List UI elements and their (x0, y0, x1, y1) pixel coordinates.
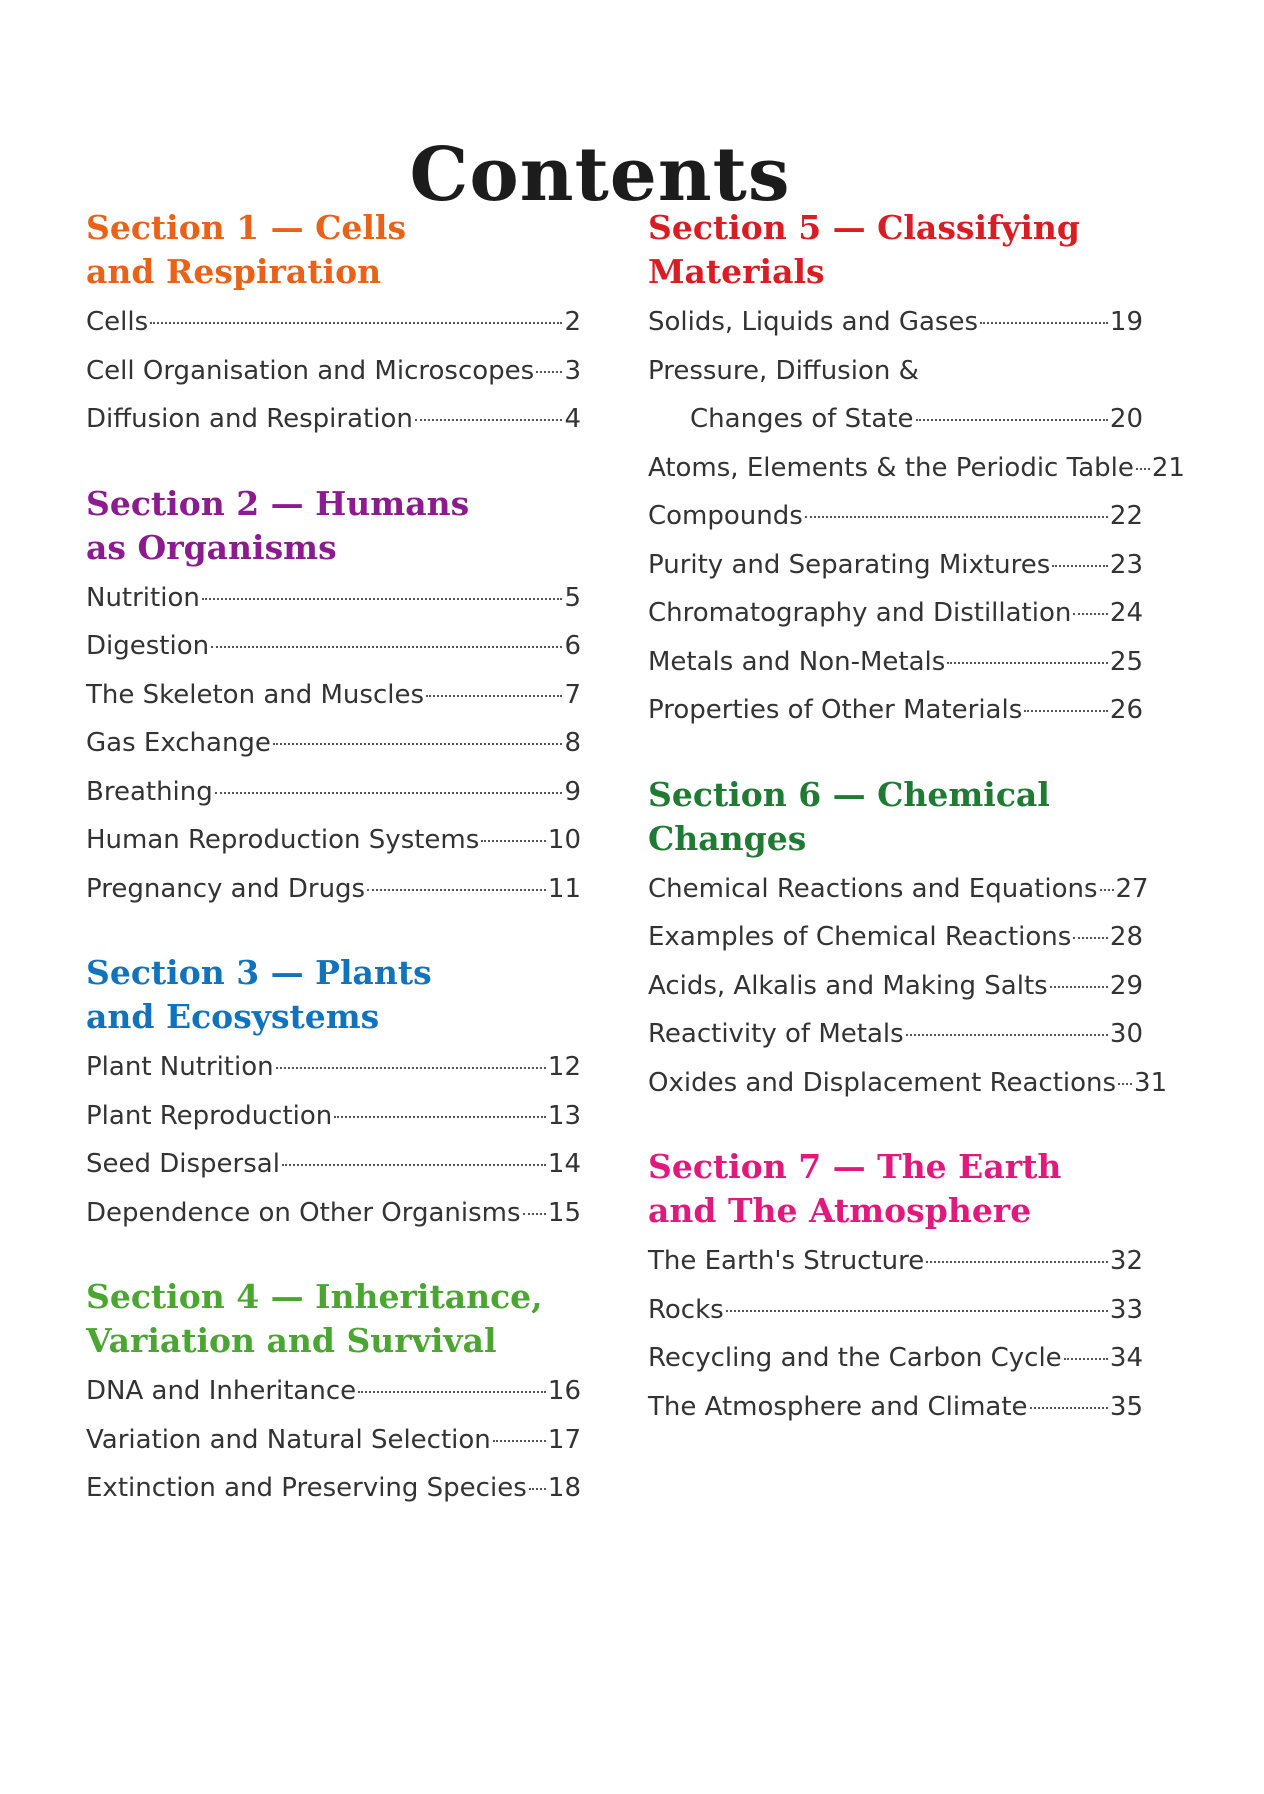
dot-leader (215, 792, 563, 794)
toc-entry[interactable] (86, 768, 581, 817)
toc-page-number: 5 (564, 582, 581, 613)
section-heading (648, 773, 1143, 861)
dot-leader (1118, 1083, 1132, 1085)
toc-entry[interactable] (86, 1464, 581, 1513)
toc-page-number: 34 (1109, 1343, 1143, 1373)
toc-entry-title: Human Reproduction Systems (86, 825, 480, 855)
dot-leader (1052, 565, 1108, 567)
dot-leader (1024, 710, 1108, 712)
section-heading-line: Section 5 — Classifying (648, 208, 1080, 247)
section-heading (648, 1145, 1143, 1233)
toc-entry-title: DNA and Inheritance (86, 1376, 357, 1406)
toc-entry-title: Recycling and the Carbon Cycle (648, 1343, 1062, 1373)
toc-entry-title: Metals and Non-Metals (648, 646, 946, 677)
dot-leader (334, 1116, 546, 1118)
toc-page-number: 19 (1109, 307, 1143, 337)
section-heading (86, 951, 581, 1039)
section-5 (648, 206, 1185, 735)
toc-entry[interactable] (648, 347, 1143, 396)
toc-entry-title: Oxides and Displacement Reactions (648, 1067, 1117, 1098)
section-heading-line: and Respiration (86, 252, 382, 291)
toc-page-number: 17 (547, 1424, 581, 1455)
toc-entry[interactable] (86, 1416, 581, 1465)
dot-leader (493, 1440, 546, 1442)
toc-entry[interactable] (86, 1189, 581, 1238)
toc-page-number: 9 (564, 776, 581, 807)
toc-entry-title: Variation and Natural Selection (86, 1424, 491, 1455)
section-heading-line: Variation and Survival (86, 1321, 497, 1360)
toc-page-number: 8 (564, 728, 581, 758)
section-1 (86, 206, 581, 444)
toc-page-number: 30 (1109, 1019, 1143, 1049)
dot-leader (481, 840, 546, 842)
dot-leader (947, 662, 1108, 664)
toc-entry-title: Compounds (648, 501, 803, 531)
section-heading-line: Changes (648, 818, 807, 858)
toc-page-number: 23 (1109, 549, 1143, 580)
toc-page-number: 28 (1109, 922, 1143, 952)
section-heading-line: and The Atmosphere (648, 1191, 1032, 1230)
section-heading (648, 206, 1143, 294)
toc-entry[interactable] (86, 816, 581, 865)
toc-entry[interactable] (648, 1237, 1143, 1286)
toc-entry[interactable] (648, 962, 1143, 1011)
toc-entry-title: The Atmosphere and Climate (648, 1391, 1028, 1422)
toc-entry-title: Chromatography and Distillation (648, 598, 1072, 628)
dot-leader (282, 1164, 546, 1166)
toc-entry[interactable] (86, 1140, 581, 1189)
toc-entry[interactable] (86, 574, 581, 623)
toc-entry-title: Extinction and Preserving Species (86, 1473, 527, 1503)
dot-leader (358, 1391, 546, 1393)
toc-page-number: 7 (564, 679, 581, 710)
toc-page-number: 31 (1134, 1067, 1168, 1098)
toc-page-number: 29 (1109, 970, 1143, 1001)
toc-page-number: 10 (547, 825, 581, 855)
toc-entry[interactable] (648, 589, 1143, 638)
toc-entry-title: Cell Organisation and Microscopes (86, 355, 535, 386)
toc-page-number: 14 (547, 1149, 581, 1179)
toc-entry[interactable] (86, 347, 581, 396)
toc-entry-title: Digestion (86, 631, 210, 661)
toc-entry[interactable] (648, 444, 1185, 493)
section-heading-line: and Ecosystems (86, 997, 380, 1036)
toc-page-number: 32 (1109, 1246, 1143, 1276)
toc-entry[interactable] (648, 298, 1143, 347)
toc-entry[interactable] (86, 622, 581, 671)
toc-entry[interactable] (648, 638, 1143, 687)
toc-page-number: 2 (564, 307, 581, 337)
toc-entry-title: Plant Nutrition (86, 1052, 274, 1082)
toc-entry[interactable] (648, 686, 1143, 735)
toc-entry-title: Solids, Liquids and Gases (648, 307, 979, 337)
toc-entry[interactable] (86, 1367, 581, 1416)
toc-entry[interactable] (86, 1043, 581, 1092)
toc-entry[interactable] (648, 1334, 1143, 1383)
page-title: Contents (409, 131, 791, 218)
toc-page-number: 11 (547, 873, 581, 904)
toc-entry-title: Plant Reproduction (86, 1100, 333, 1131)
toc-page-number: 6 (564, 631, 581, 661)
dot-leader (1073, 937, 1108, 939)
section-heading-line: Section 1 — Cells (86, 208, 407, 247)
toc-entry[interactable] (648, 1286, 1143, 1335)
section-heading-line: Section 6 — Chemical (648, 774, 1050, 814)
toc-page-number: 35 (1109, 1391, 1143, 1422)
toc-entry[interactable] (648, 1059, 1168, 1108)
section-3 (86, 951, 581, 1237)
toc-entry-title: Atoms, Elements & the Periodic Table (648, 452, 1134, 483)
toc-entry[interactable] (648, 492, 1143, 541)
toc-entry[interactable] (86, 395, 581, 444)
toc-entry-title: Reactivity of Metals (648, 1019, 904, 1049)
dot-leader (980, 322, 1108, 324)
dot-leader (273, 743, 563, 745)
toc-entry-title: Changes of State (690, 404, 914, 434)
toc-entry-title: The Skeleton and Muscles (86, 679, 425, 710)
toc-entry-title: The Earth's Structure (648, 1246, 925, 1276)
dot-leader (211, 646, 562, 648)
toc-entry[interactable] (648, 865, 1149, 914)
dot-leader (726, 1310, 1108, 1312)
section-heading-line: as Organisms (86, 527, 337, 567)
toc-page-number: 15 (547, 1197, 581, 1228)
toc-entry[interactable] (86, 671, 581, 720)
section-heading (86, 482, 581, 570)
toc-entry-title: Dependence on Other Organisms (86, 1197, 521, 1228)
toc-page-number: 20 (1109, 404, 1143, 434)
toc-entry-title: Purity and Separating Mixtures (648, 549, 1051, 580)
toc-entry-title: Acids, Alkalis and Making Salts (648, 970, 1048, 1001)
dot-leader (202, 598, 563, 600)
toc-entry[interactable] (648, 1383, 1143, 1432)
toc-page-number: 16 (547, 1376, 581, 1406)
toc-page-number: 22 (1109, 501, 1143, 531)
toc-entry-title: Gas Exchange (86, 728, 271, 758)
toc-page-number: 26 (1109, 695, 1143, 725)
dot-leader (1064, 1358, 1108, 1360)
section-4 (86, 1275, 581, 1513)
section-2 (86, 482, 581, 914)
toc-entry-title: Seed Dispersal (86, 1149, 280, 1179)
toc-page-number: 25 (1109, 646, 1143, 677)
toc-entry[interactable] (648, 1010, 1143, 1059)
toc-entry[interactable] (648, 541, 1143, 590)
toc-entry-title: Nutrition (86, 582, 200, 613)
section-heading-line: Section 3 — Plants (86, 953, 432, 992)
toc-entry-title: Cells (86, 307, 149, 337)
dot-leader (1030, 1407, 1108, 1409)
toc-entry[interactable] (86, 1092, 581, 1141)
dot-leader (523, 1213, 546, 1215)
dot-leader (367, 889, 546, 891)
section-heading-line: Section 7 — The Earth (648, 1147, 1062, 1186)
dot-leader (529, 1488, 546, 1490)
toc-entry-title: Breathing (86, 776, 213, 807)
section-6 (648, 773, 1168, 1108)
dot-leader (536, 371, 562, 373)
dot-leader (916, 419, 1108, 421)
section-heading-line: Materials (648, 252, 825, 291)
toc-entry-title: Diffusion and Respiration (86, 404, 413, 434)
dot-leader (805, 516, 1108, 518)
dot-leader (1073, 613, 1108, 615)
dot-leader (1100, 889, 1114, 891)
toc-entry[interactable] (648, 913, 1143, 962)
toc-entry-title: Pressure, Diffusion & (648, 355, 919, 386)
toc-entry[interactable] (86, 865, 581, 914)
toc-page-number: 13 (547, 1100, 581, 1131)
toc-entry-title: Properties of Other Materials (648, 695, 1023, 725)
toc-page-number: 33 (1109, 1294, 1143, 1325)
toc-page-number: 12 (547, 1052, 581, 1082)
toc-page-number: 21 (1151, 452, 1185, 483)
toc-page-number: 3 (564, 355, 581, 386)
toc-entry-title: Pregnancy and Drugs (86, 873, 366, 904)
toc-entry[interactable] (86, 298, 581, 347)
section-7 (648, 1145, 1143, 1431)
toc-page-number: 18 (547, 1473, 581, 1503)
toc-page-number: 27 (1115, 873, 1149, 904)
toc-entry-title: Rocks (648, 1294, 724, 1325)
dot-leader (426, 695, 562, 697)
dot-leader (276, 1067, 546, 1069)
dot-leader (1050, 986, 1108, 988)
dot-leader (415, 419, 563, 421)
toc-entry-title: Chemical Reactions and Equations (648, 873, 1098, 904)
toc-entry[interactable] (86, 719, 581, 768)
toc-entry[interactable] (648, 395, 1143, 444)
contents-column-right (648, 200, 1185, 1469)
section-heading (86, 1275, 581, 1363)
section-heading-line: Section 4 — Inheritance, (86, 1277, 543, 1316)
toc-entry-title: Examples of Chemical Reactions (648, 922, 1072, 952)
dot-leader (150, 322, 562, 324)
toc-page-number: 4 (564, 404, 581, 434)
toc-page-number: 24 (1109, 598, 1143, 628)
section-heading (86, 206, 581, 294)
dot-leader (926, 1261, 1108, 1263)
dot-leader (906, 1034, 1108, 1036)
contents-column-left (86, 200, 581, 1551)
section-heading-line: Section 2 — Humans (86, 483, 470, 523)
dot-leader (1136, 468, 1150, 470)
